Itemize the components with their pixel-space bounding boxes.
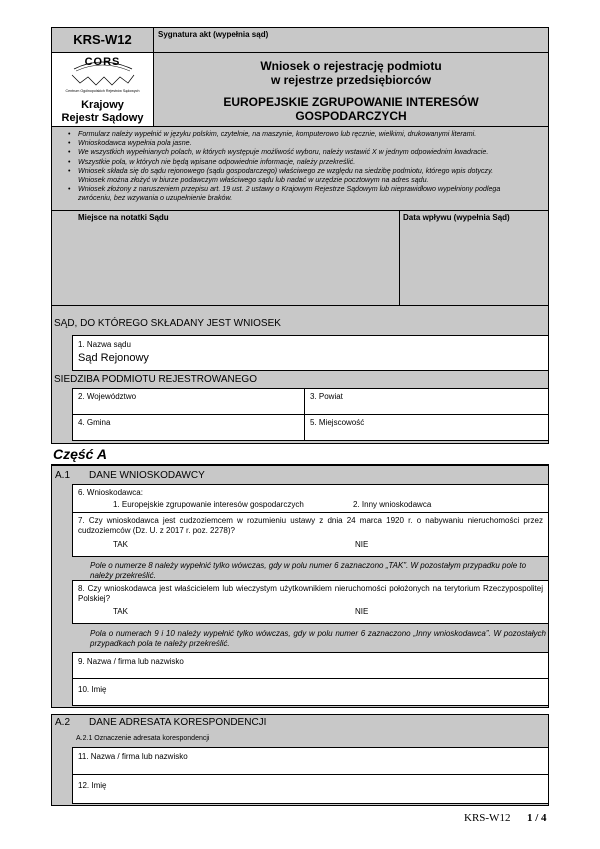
signature-label: Sygnatura akt (wypełnia sąd) xyxy=(158,30,269,39)
county-field[interactable] xyxy=(304,388,549,415)
recipient-firstname-label: 12. Imię xyxy=(78,781,107,790)
receipt-date-box xyxy=(399,210,549,306)
instruction-item: • We wszystkich wypełnianych polach, w których występuje możliwość wyboru, należy wstawić X w jednym odpowiednim kwadracie. xyxy=(78,148,546,157)
instruction-item: • Wnioskodawca wypełnia pola jasne. xyxy=(78,139,546,148)
property-question: 8. Czy wnioskodawca jest właścicielem lub wieczystym użytkownikiem nieruchomości położonych na terytorium Rzeczypospolitej Polskiej? xyxy=(78,584,543,603)
applicant-firstname-label: 10. Imię xyxy=(78,685,107,694)
court-section-title: SĄD, DO KTÓREGO SKŁADANY JEST WNIOSEK xyxy=(54,318,281,329)
court-name-value: Sąd Rejonowy xyxy=(78,352,149,364)
foreigner-question: 7. Czy wnioskodawca jest cudzoziemcem w rozumieniu ustawy z dnia 24 marca 1920 r. o nabywaniu nieruchomości przez cudzoziemców (Dz. U. z 2017 r. poz. 2278)? xyxy=(78,516,543,535)
court-notes-box xyxy=(51,210,400,306)
note-field-8: Pole o numerze 8 należy wypełnić tylko wówczas, gdy w polu numer 6 zaznaczono „TAK”. W pozostałym przypadku pole to należy przekreślić. xyxy=(90,561,527,580)
applicant-name-label: 9. Nazwa / firma lub nazwisko xyxy=(78,657,184,666)
recipient-name-label: 11. Nazwa / firma lub nazwisko xyxy=(78,752,188,761)
applicant-name-field[interactable] xyxy=(72,652,549,679)
court-name-field[interactable] xyxy=(72,335,549,371)
recipient-name-field[interactable] xyxy=(72,747,549,775)
locality-field[interactable] xyxy=(304,414,549,441)
logo-text: CORS xyxy=(84,56,121,68)
applicant-firstname-field[interactable] xyxy=(72,678,549,706)
property-yes-option[interactable]: TAK xyxy=(113,607,128,616)
form-title-line1: Wniosek o rejestrację podmiotu xyxy=(260,59,442,73)
seat-section-title: SIEDZIBA PODMIOTU REJESTROWANEGO xyxy=(54,374,257,385)
a2-title: DANE ADRESATA KORESPONDENCJI xyxy=(89,717,267,728)
property-question-field xyxy=(72,580,549,624)
instructions-list xyxy=(64,130,546,204)
a1-title: DANE WNIOSKODAWCY xyxy=(89,470,205,481)
applicant-type-field xyxy=(72,484,549,513)
commune-label: 4. Gmina xyxy=(78,418,111,427)
instruction-item: • Wniosek złożony z naruszeniem przepisu art. 19 ust. 2 ustawy o Krajowym Rejestrze Sądowym lub nieprawidłowo wypełniony podlega xyxy=(78,185,546,194)
applicant-option-other[interactable]: 2. Inny wnioskodawca xyxy=(353,500,432,509)
voivodeship-field[interactable] xyxy=(72,388,305,415)
receipt-date-label: Data wpływu (wypełnia Sąd) xyxy=(403,213,510,222)
instruction-item: Wniosek można złożyć w biurze podawczym właściwego sądu lub nadać w urzędzie pocztowym na adres sądu. xyxy=(78,176,429,185)
page-number: 1 / 4 xyxy=(527,812,547,824)
instruction-item: • Wszystkie pola, w których nie będą wpisane odpowiednie informacje, należy przekreślić. xyxy=(78,158,546,167)
instruction-item: • Formularz należy wypełnić w języku polskim, czytelnie, na maszynie, komputerowo lub ręcznie, wielkimi, drukowanymi literami. xyxy=(78,130,546,139)
foreigner-question-field xyxy=(72,512,549,557)
instruction-item: zwróceniu, bez wzywania o uzupełnienie braków. xyxy=(78,194,233,203)
footer-code: KRS-W12 xyxy=(464,812,511,824)
title-cell xyxy=(153,52,549,127)
a2-number: A.2 xyxy=(55,717,71,728)
form-subtitle-line2: GOSPODARCZYCH xyxy=(295,109,407,123)
instructions-box xyxy=(51,126,549,211)
form-subtitle-line1: EUROPEJSKIE ZGRUPOWANIE INTERESÓW xyxy=(223,95,479,109)
foreigner-yes-option[interactable]: TAK xyxy=(113,540,128,549)
signature-cell xyxy=(153,27,549,53)
court-notes-label: Miejsce na notatki Sądu xyxy=(78,213,169,222)
county-label: 3. Powiat xyxy=(310,392,343,401)
form-title-line2: w rejestrze przedsiębiorców xyxy=(270,73,432,87)
a21-label: A.2.1 Oznaczenie adresata korespondencji xyxy=(76,735,210,742)
recipient-firstname-field[interactable] xyxy=(72,774,549,804)
instruction-item: • Wniosek składa się do sądu rejonowego (sądu gospodarczego) właściwego ze względu na siedzibę podmiotu, którego wpis dotyczy. xyxy=(78,167,546,176)
court-name-label: 1. Nazwa sądu xyxy=(78,340,131,349)
form-code-cell xyxy=(51,27,154,53)
a1-number: A.1 xyxy=(55,470,71,481)
registry-line1: Krajowy xyxy=(81,99,124,111)
commune-field[interactable] xyxy=(72,414,305,441)
registry-line2: Rejestr Sądowy xyxy=(61,112,144,124)
logo-cell xyxy=(51,52,154,127)
form-code: KRS-W12 xyxy=(73,32,132,47)
part-a-title: Część A xyxy=(53,446,107,462)
locality-label: 5. Miejscowość xyxy=(310,418,365,427)
applicant-type-label: 6. Wnioskodawca: xyxy=(78,488,143,497)
note-fields-9-10: Pola o numerach 9 i 10 należy wypełnić tylko wówczas, gdy w polu numer 6 zaznaczono „Inny wnioskodawca”. W pozostałych przypadkach pola te należy przekreślić. xyxy=(90,629,546,648)
property-no-option[interactable]: NIE xyxy=(355,607,369,616)
foreigner-no-option[interactable]: NIE xyxy=(355,540,369,549)
logo-subtext: Centrum Ogólnopolskich Rejestrów Sądowych xyxy=(65,89,140,93)
applicant-option-egig[interactable]: 1. Europejskie zgrupowanie interesów gospodarczych xyxy=(113,500,304,509)
voivodeship-label: 2. Województwo xyxy=(78,392,137,401)
